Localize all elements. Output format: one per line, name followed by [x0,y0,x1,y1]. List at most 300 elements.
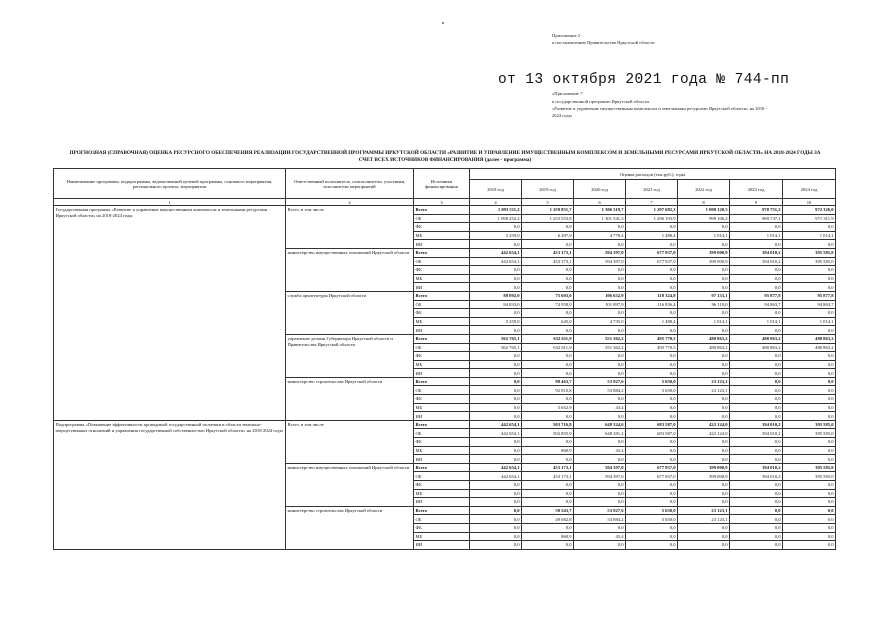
amount-cell: 0,0 [470,352,522,361]
header-year: 2018 год [470,180,522,199]
amount-cell: 0,0 [678,266,730,275]
amount-cell: 970 751,2 [730,206,783,215]
amount-cell: 0,0 [574,326,626,335]
amount-cell: 0,0 [574,455,626,464]
source-cell: Всего [414,206,470,215]
amount-cell: 0,0 [470,506,522,515]
amount-cell: 0,0 [470,438,522,447]
amount-cell: 0,0 [730,352,783,361]
appendix-line-1: Приложение 2 [552,33,581,38]
responsible-cell: Всего, в том числе [286,420,414,463]
header-responsible: Ответственный исполнитель, соисполнители, участники, исполнители мероприятий [286,169,414,199]
amount-cell: 0,0 [678,481,730,490]
amount-cell: 0,0 [678,489,730,498]
amount-cell: 0,0 [626,283,678,292]
source-cell: Всего [414,506,470,515]
amount-cell: 0,0 [574,240,626,249]
amount-cell: 0,0 [730,515,783,524]
amount-cell: 0,0 [470,532,522,541]
amount-cell: 0,0 [783,438,836,447]
amount-cell: 92 810,8 [522,386,574,395]
amount-cell: 0,0 [574,283,626,292]
amount-cell: 0,0 [522,412,574,421]
column-number: 5 [522,199,574,206]
amount-cell: 0,0 [522,240,574,249]
header-year: 2021 год [626,180,678,199]
amount-cell: 0,0 [626,498,678,507]
amount-cell: 0,0 [730,223,783,232]
amount-cell: 394 010,2 [730,248,783,257]
responsible-cell: управление делами Губернатора Иркутской области и Правительства Иркутской области [286,334,414,377]
amount-cell: 0,0 [626,532,678,541]
amount-cell: 0,0 [783,360,836,369]
amount-cell: 1 259 851,7 [522,206,574,215]
amount-cell: 95 877,8 [730,291,783,300]
amount-cell: 562 765,1 [470,334,522,343]
amount-cell: 0,0 [522,283,574,292]
source-cell: ИИ [414,283,470,292]
amount-cell: 395 585,0 [783,472,836,481]
amount-cell: 0,0 [574,523,626,532]
amount-cell: 999 106,2 [678,214,730,223]
program-name-cell: Подпрограмма «Повышение эффективности проводимой государственной политики в области земельно-имущественных отношений и управления государственной собственностью Иркутской области» на 2018-2024 годы [54,420,286,549]
amount-cell: 53 884,2 [574,515,626,524]
amount-cell: 23 123,1 [678,386,730,395]
amount-cell: 0,0 [470,274,522,283]
amount-cell: 0,0 [678,274,730,283]
amount-cell: 495 770,5 [626,334,678,343]
amount-cell: 395 585,0 [783,248,836,257]
amount-cell: 5 650,0 [626,386,678,395]
header-year: 2019 год [522,180,574,199]
amount-cell: 0,0 [574,369,626,378]
source-cell: ОБ [414,386,470,395]
amount-cell: 0,0 [470,309,522,318]
amount-cell: 0,0 [470,412,522,421]
amount-cell: 0,0 [626,403,678,412]
amount-cell: 5 650,0 [626,377,678,386]
amount-cell: 75 603,0 [522,291,574,300]
amount-cell: 0,0 [626,369,678,378]
amount-cell: 5 650,0 [626,506,678,515]
amount-cell: 53 884,2 [574,386,626,395]
amount-cell: 0,0 [574,481,626,490]
amount-cell: 0,0 [678,360,730,369]
amount-cell: 0,0 [522,523,574,532]
amount-cell: 399 000,9 [678,463,730,472]
amount-cell: 0,0 [783,283,836,292]
amount-cell: 453 173,1 [522,257,574,266]
amount-cell: 23 123,1 [678,506,730,515]
amount-cell: 0,0 [522,489,574,498]
amount-cell: 0,0 [470,266,522,275]
amount-cell: 1 014,1 [730,231,783,240]
amount-cell: 0,0 [626,412,678,421]
amount-cell: 0,0 [678,403,730,412]
amount-cell: 106 632,9 [574,291,626,300]
amount-cell: 0,0 [574,352,626,361]
amount-cell: 0,0 [730,455,783,464]
amount-cell: 0,0 [522,223,574,232]
appendix-line-3: «Приложение 7 [552,91,583,96]
amount-cell: 0,0 [522,455,574,464]
amount-cell: 0,0 [470,515,522,524]
amount-cell: 0,0 [626,489,678,498]
amount-cell: 0,0 [678,326,730,335]
source-cell: ИИ [414,455,470,464]
amount-cell: 0,0 [470,377,522,386]
amount-cell: 0,0 [626,455,678,464]
amount-cell: 23 123,1 [678,515,730,524]
amount-cell: 0,0 [783,541,836,550]
amount-cell: 683 587,0 [626,420,678,429]
amount-cell: 677 937,0 [626,472,678,481]
amount-cell: 442 654,1 [470,472,522,481]
amount-cell: 495 770,5 [626,343,678,352]
amount-cell: 0,0 [470,360,522,369]
amount-cell: 0,0 [730,309,783,318]
amount-cell: 116 836,4 [626,300,678,309]
amount-cell: 0,0 [783,532,836,541]
amount-cell: 1 093 511,2 [470,206,522,215]
amount-cell: 0,0 [470,223,522,232]
amount-cell: 399 000,9 [678,472,730,481]
responsible-cell: служба архитектуры Иркутской области [286,291,414,334]
amount-cell: 0,0 [730,395,783,404]
source-cell: Всего [414,334,470,343]
column-number: 2 [286,199,414,206]
table-row [54,420,836,429]
amount-cell: 594 397,0 [574,463,626,472]
source-cell: Всего [414,377,470,386]
amount-cell: 648 324,6 [574,420,626,429]
amount-cell: 395 585,0 [783,429,836,438]
amount-cell: 0,0 [522,360,574,369]
amount-cell: 6 297,9 [522,231,574,240]
amount-cell: 453 173,1 [522,463,574,472]
source-cell: ОБ [414,300,470,309]
column-number: 9 [730,199,783,206]
amount-cell: 480 863,2 [783,343,836,352]
amount-cell: 1 014,1 [783,317,836,326]
amount-cell: 0,0 [730,274,783,283]
amount-cell: 0,0 [522,395,574,404]
amount-cell: 480 863,2 [730,343,783,352]
amount-cell: 422 124,0 [678,429,730,438]
amount-cell: 562 765,1 [470,343,522,352]
amount-cell: 0,0 [522,498,574,507]
amount-cell: 1 014,1 [678,317,730,326]
amount-cell: 0,0 [783,369,836,378]
header-estimate: Оценка расходов (тыс.руб.), годы [470,169,836,180]
amount-cell: 94 863,7 [730,300,783,309]
amount-cell: 645,0 [522,317,574,326]
amount-cell: 0,0 [783,403,836,412]
amount-cell: 0,0 [783,506,836,515]
amount-cell: 94 863,7 [783,300,836,309]
amount-cell: 502 855,9 [522,429,574,438]
source-cell: ФБ [414,223,470,232]
amount-cell: 0,0 [678,498,730,507]
amount-cell: 0,0 [678,352,730,361]
amount-cell: 0,0 [522,309,574,318]
source-cell: МБ [414,317,470,326]
source-cell: Всего [414,420,470,429]
amount-cell: 0,0 [730,283,783,292]
amount-cell: 442 654,1 [470,248,522,257]
source-cell: ФБ [414,266,470,275]
column-number: 10 [783,199,836,206]
amount-cell: 0,0 [522,541,574,550]
amount-cell: 969 737,1 [730,214,783,223]
amount-cell: 0,0 [730,240,783,249]
source-cell: ОБ [414,429,470,438]
amount-cell: 97 133,1 [678,291,730,300]
amount-cell: 0,0 [783,240,836,249]
source-cell: МБ [414,274,470,283]
amount-cell: 1 253 553,8 [522,214,574,223]
amount-cell: 453 173,1 [522,248,574,257]
amount-cell: 860,9 [522,446,574,455]
source-cell: МБ [414,403,470,412]
amount-cell: 0,0 [470,386,522,395]
amount-cell: 5 650,0 [626,515,678,524]
amount-cell: 0,0 [470,395,522,404]
amount-cell: 0,0 [730,541,783,550]
source-cell: ФБ [414,481,470,490]
amount-cell: 43,4 [574,446,626,455]
source-cell: ИИ [414,326,470,335]
amount-cell: 0,0 [626,360,678,369]
amount-cell: 0,0 [730,506,783,515]
responsible-cell: министерство имущественных отношений Иркутской области [286,248,414,291]
source-cell: ФБ [414,352,470,361]
amount-cell: 442 654,1 [470,420,522,429]
amount-cell: 0,0 [626,446,678,455]
amount-cell: 0,0 [730,386,783,395]
amount-cell: 0,0 [574,223,626,232]
amount-cell: 0,0 [783,412,836,421]
amount-cell: 0,0 [574,541,626,550]
title-line-1: ПРОГНОЗНАЯ (СПРАВОЧНАЯ) ОЦЕНКА РЕСУРСНОГО ОБЕСПЕЧЕНИЯ РЕАЛИЗАЦИИ ГОСУДАРСТВЕННОЙ ПРОГРАММЫ ИРКУТСКОЙ ОБЛАСТИ «РАЗВИТИЕ И УПРАВЛЕНИЕ ИМУЩЕСТВЕННЫМ КОМПЛЕКСОМ И ЗЕМЕЛЬНЫМИ РЕСУРСАМИ ИРКУТСКОЙ ОБЛАСТИ» НА 2018-2024 ГОДЫ ЗА [69,150,821,156]
amount-cell: 0,0 [783,223,836,232]
amount-cell: 0,0 [783,395,836,404]
amount-cell: 1 014,1 [783,231,836,240]
amount-cell: 50 543,7 [522,506,574,515]
amount-cell: 0,0 [470,326,522,335]
amount-cell: 43,4 [574,532,626,541]
amount-cell: 0,0 [783,266,836,275]
responsible-cell: министерство имущественных отношений Иркутской области [286,463,414,506]
source-cell: ОБ [414,343,470,352]
amount-cell: 0,0 [730,481,783,490]
amount-cell: 3 259,0 [470,317,522,326]
amount-cell: 453 173,1 [522,472,574,481]
amount-cell: 0,0 [626,326,678,335]
amount-cell: 0,0 [574,395,626,404]
amount-cell: 394 010,2 [730,463,783,472]
amount-cell: 0,0 [730,326,783,335]
amount-cell: 442 654,1 [470,429,522,438]
amount-cell: 0,0 [470,240,522,249]
amount-cell: 3 259,0 [470,231,522,240]
source-cell: МБ [414,446,470,455]
amount-cell: 1 301 541,3 [574,214,626,223]
scan-speck [442,22,444,24]
amount-cell: 677 937,0 [626,257,678,266]
amount-cell: 399 000,9 [678,248,730,257]
amount-cell: 95 877,8 [783,291,836,300]
amount-cell: 0,0 [574,360,626,369]
amount-cell: 1 090 252,2 [470,214,522,223]
amount-cell: 98 463,7 [522,377,574,386]
amount-cell: 0,0 [522,274,574,283]
amount-cell: 0,0 [730,523,783,532]
source-cell: МБ [414,231,470,240]
column-number: 7 [626,199,678,206]
amount-cell: 23 123,1 [678,377,730,386]
amount-cell: 1 014,1 [730,317,783,326]
amount-cell: 4 735,0 [574,317,626,326]
amount-cell: 0,0 [783,481,836,490]
amount-cell: 632 611,9 [522,343,574,352]
amount-cell: 53 927,6 [574,506,626,515]
amount-cell: 0,0 [678,541,730,550]
amount-cell: 551 362,2 [574,334,626,343]
amount-cell: 971 311,9 [783,214,836,223]
amount-cell: 0,0 [783,446,836,455]
amount-cell: 0,0 [626,352,678,361]
source-cell: ФБ [414,523,470,532]
amount-cell: 0,0 [730,446,783,455]
amount-cell: 0,0 [470,523,522,532]
source-cell: ФБ [414,309,470,318]
amount-cell: 480 863,2 [678,343,730,352]
source-cell: ИИ [414,498,470,507]
amount-cell: 394 010,2 [730,429,783,438]
amount-cell: 0,0 [626,274,678,283]
amount-cell: 88 092,0 [470,291,522,300]
amount-cell: 0,0 [730,403,783,412]
amount-cell: 480 863,2 [678,334,730,343]
amount-cell: 0,0 [730,438,783,447]
amount-cell: 1 296 193,9 [626,214,678,223]
amount-cell: 4 778,4 [574,231,626,240]
amount-cell: 0,0 [522,369,574,378]
amount-cell: 0,0 [783,523,836,532]
amount-cell: 0,0 [626,395,678,404]
amount-cell: 53 927,6 [574,377,626,386]
amount-cell: 1 488,4 [626,317,678,326]
amount-cell: 480 863,2 [783,334,836,343]
source-cell: Всего [414,463,470,472]
amount-cell: 49 682,8 [522,515,574,524]
header-name: Наименование программы, подпрограммы, ведомственной целевой программы, основного мероприятия, регионального проекта, мероприятия [54,169,286,199]
amount-cell: 394 010,2 [730,257,783,266]
amount-cell: 594 397,0 [574,248,626,257]
amount-cell: 648 281,2 [574,429,626,438]
amount-cell: 1 297 682,3 [626,206,678,215]
amount-cell: 0,0 [783,386,836,395]
amount-cell: 1 488,4 [626,231,678,240]
amount-cell: 0,0 [522,266,574,275]
amount-cell: 442 654,1 [470,257,522,266]
document-title [55,150,835,164]
header-source: Источники финансирования [414,169,470,199]
amount-cell: 0,0 [626,223,678,232]
header-year: 2024 год [783,180,836,199]
amount-cell: 0,0 [678,240,730,249]
amount-cell: 43,4 [574,403,626,412]
amount-cell: 0,0 [470,498,522,507]
amount-cell: 5 652,9 [522,403,574,412]
amount-cell: 394 010,2 [730,420,783,429]
amount-cell: 0,0 [678,283,730,292]
column-number: 4 [470,199,522,206]
amount-cell: 0,0 [522,326,574,335]
amount-cell: 118 324,8 [626,291,678,300]
amount-cell: 0,0 [783,498,836,507]
amount-cell: 0,0 [626,240,678,249]
amount-cell: 0,0 [678,412,730,421]
amount-cell: 96 119,0 [678,300,730,309]
amount-cell: 0,0 [678,438,730,447]
amount-cell: 972 326,0 [783,206,836,215]
source-cell: ИИ [414,541,470,550]
amount-cell: 0,0 [730,377,783,386]
amount-cell: 0,0 [783,309,836,318]
amount-cell: 0,0 [626,481,678,490]
source-cell: ОБ [414,472,470,481]
header-year: 2023 год [730,180,783,199]
amount-cell: 0,0 [574,412,626,421]
header-year: 2022 год [678,180,730,199]
responsible-cell: Всего, в том числе [286,206,414,249]
amount-cell: 0,0 [626,438,678,447]
amount-cell: 84 833,0 [470,300,522,309]
amount-cell: 677 937,0 [626,463,678,472]
amount-cell: 0,0 [678,395,730,404]
amount-cell: 74 958,0 [522,300,574,309]
amount-cell: 0,0 [470,446,522,455]
amount-cell: 0,0 [678,455,730,464]
amount-cell: 0,0 [470,369,522,378]
amount-cell: 0,0 [783,515,836,524]
source-cell: МБ [414,360,470,369]
amount-cell: 503 716,8 [522,420,574,429]
amount-cell: 860,9 [522,532,574,541]
decree-date: от 13 октября 2021 года № 744-пп [498,72,790,88]
header-year: 2020 год [574,180,626,199]
amount-cell: 0,0 [783,489,836,498]
amount-cell: 0,0 [522,481,574,490]
amount-cell: 0,0 [574,266,626,275]
amount-cell: 0,0 [783,377,836,386]
amount-cell: 0,0 [783,352,836,361]
amount-cell: 0,0 [730,266,783,275]
amount-cell: 480 863,2 [730,334,783,343]
source-cell: ФБ [414,438,470,447]
source-cell: ОБ [414,257,470,266]
amount-cell: 0,0 [730,532,783,541]
amount-cell: 0,0 [470,489,522,498]
amount-cell: 0,0 [626,523,678,532]
source-cell: ФБ [414,395,470,404]
amount-cell: 0,0 [522,352,574,361]
amount-cell: 395 585,0 [783,420,836,429]
column-number: 3 [414,199,470,206]
amount-cell: 442 654,1 [470,463,522,472]
